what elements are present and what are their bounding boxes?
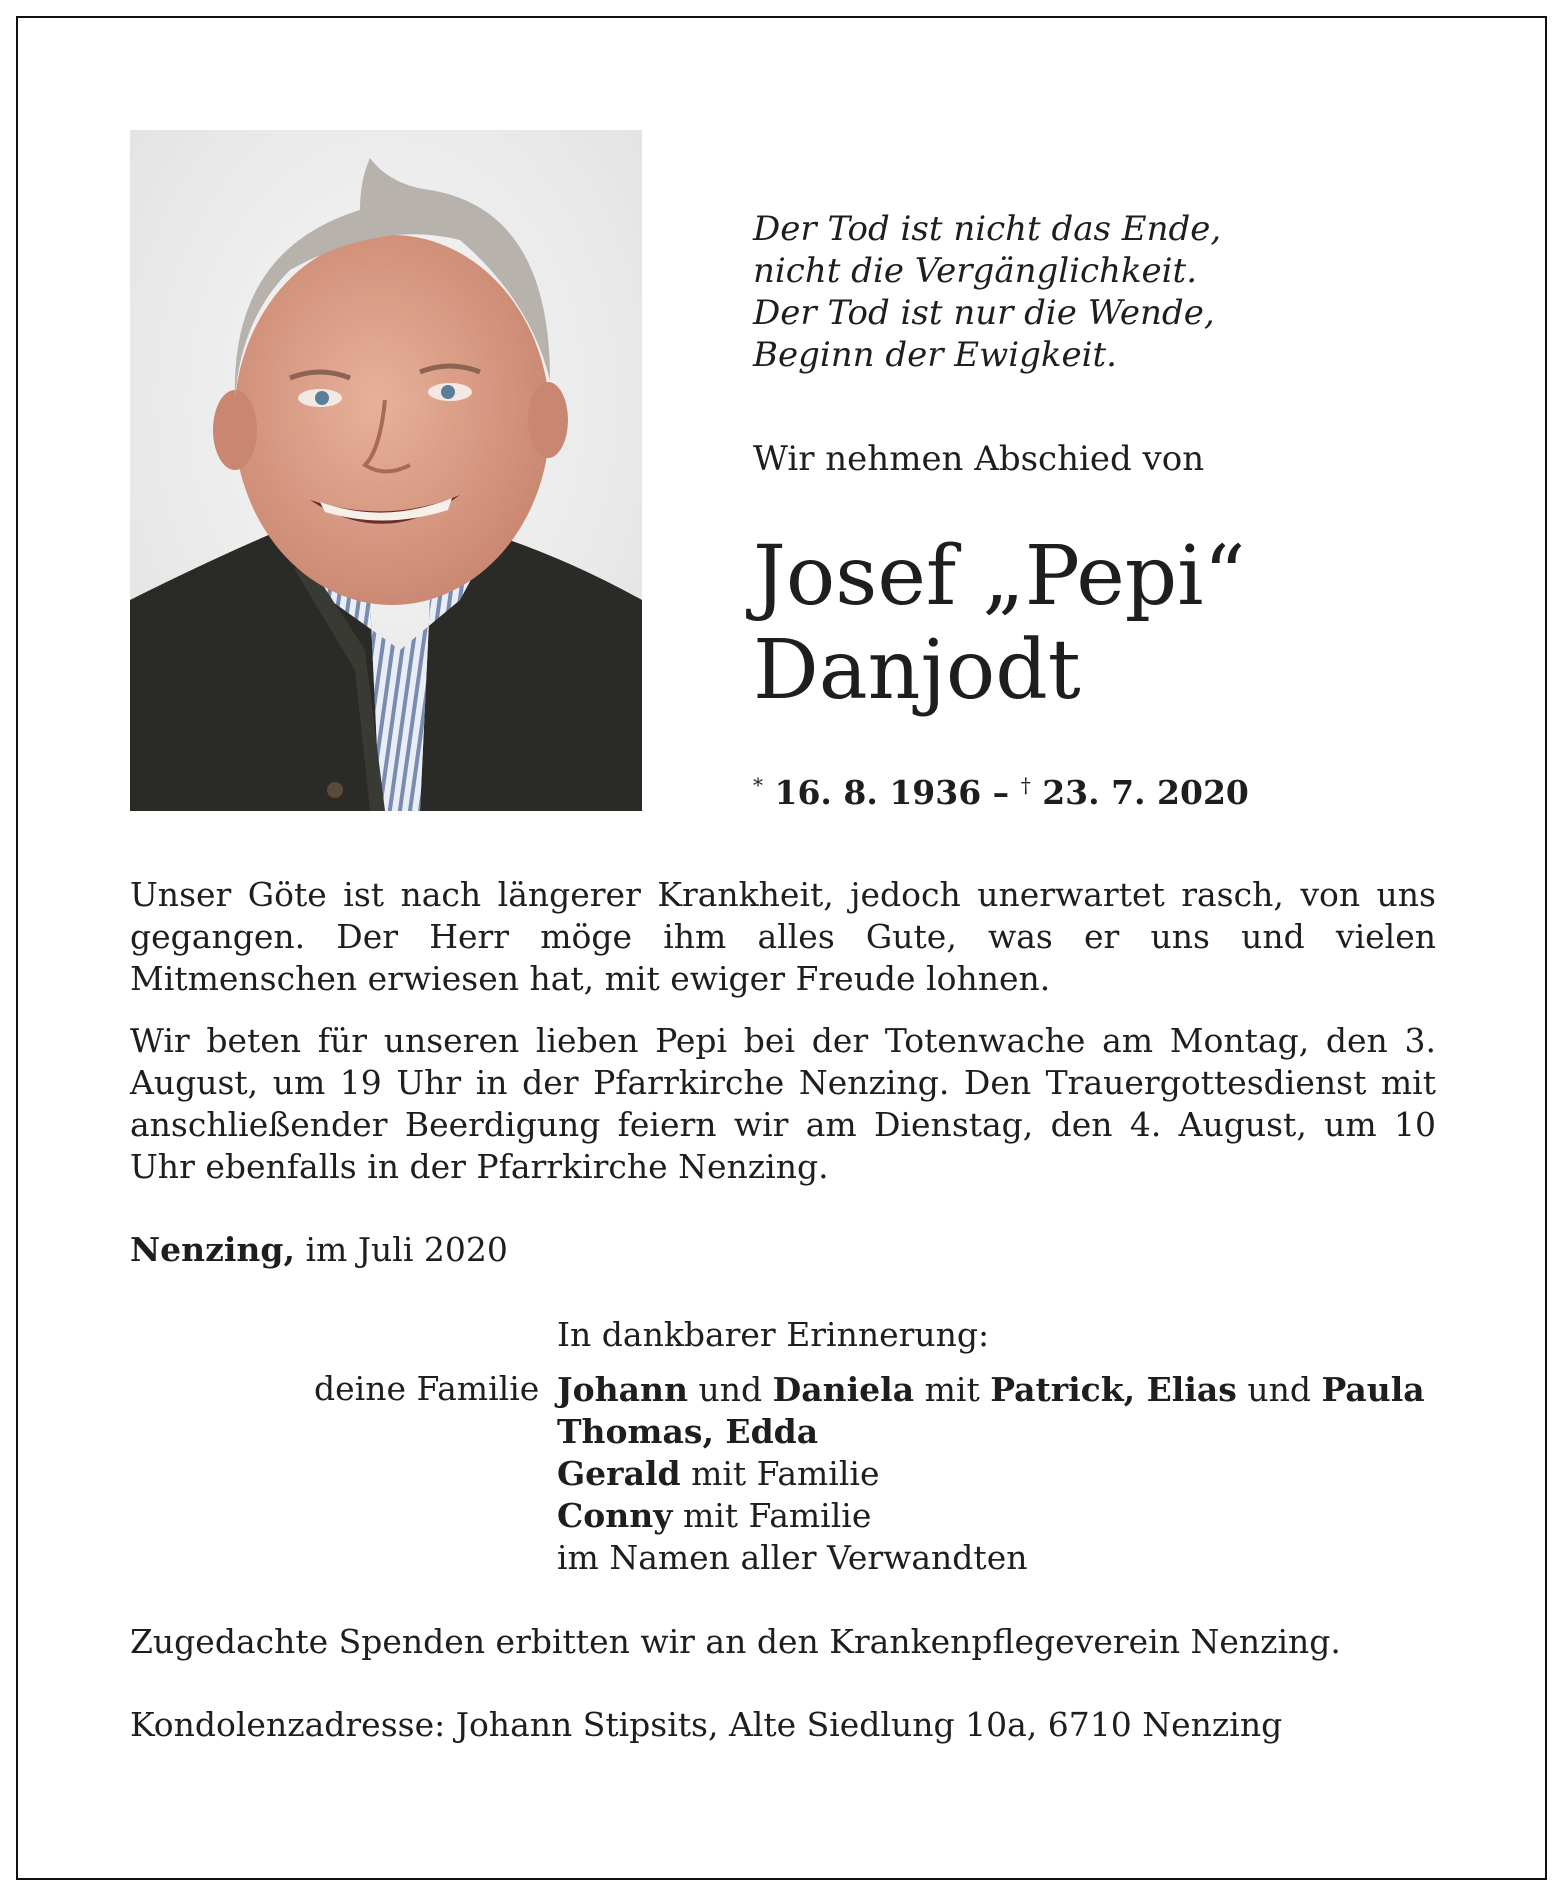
family-member: Patrick, Elias	[990, 1370, 1237, 1409]
farewell-intro: Wir nehmen Abschied von	[753, 439, 1205, 479]
family-conjunction: mit	[924, 1370, 980, 1409]
memorial-poem	[753, 208, 1221, 376]
poem-line: nicht die Vergänglichkeit.	[753, 251, 1198, 291]
family-member: Gerald	[557, 1454, 681, 1493]
place-and-date	[130, 1230, 508, 1269]
family-line	[557, 1495, 1425, 1537]
family-line	[557, 1369, 1425, 1411]
deceased-name	[753, 530, 1245, 718]
death-symbol: †	[1020, 773, 1031, 797]
birth-date: 16. 8. 1936 –	[774, 773, 1010, 812]
family-suffix: mit Familie	[682, 1496, 872, 1535]
service-paragraph: Wir beten für unseren lieben Pepi bei der Totenwache am Montag, den 3. August, um 19 Uhr in der Pfarrkirche Nenzing. Den Trauergottesdienst mit anschließender Beerdigung feiern wir am Dienstag, den 4. August, um 10 Uhr ebenfalls in der Pfarrkirche Nenzing.	[130, 1021, 1436, 1186]
announcement-paragraph: Unser Göte ist nach längerer Krankheit, jedoch unerwartet rasch, von uns gegangen. Der Herr möge ihm alles Gute, was er uns und vielen Mitmenschen erwiesen hat, mit ewiger Freude lohnen.	[130, 875, 1436, 998]
death-date: 23. 7. 2020	[1042, 773, 1249, 812]
condolence-address: Kondolenzadresse: Johann Stipsits, Alte Siedlung 10a, 6710 Nenzing	[130, 1705, 1283, 1744]
family-conjunction: und	[1247, 1370, 1311, 1409]
family-line	[557, 1411, 1425, 1453]
family-member: Johann	[557, 1370, 688, 1409]
family-list	[557, 1369, 1425, 1579]
portrait-photo	[130, 130, 642, 811]
life-dates	[753, 773, 1249, 812]
family-line	[557, 1453, 1425, 1495]
poem-line: Der Tod ist nicht das Ende,	[753, 209, 1222, 249]
family-label: deine Familie	[314, 1369, 540, 1408]
birth-symbol: *	[753, 773, 763, 797]
donation-note: Zugedachte Spenden erbitten wir an den Krankenpflegeverein Nenzing.	[130, 1622, 1341, 1661]
family-member: Paula	[1321, 1370, 1425, 1409]
deceased-name-line1: Josef „Pepi“	[753, 529, 1246, 624]
family-member: Thomas, Edda	[557, 1412, 819, 1451]
poem-line: Der Tod ist nur die Wende,	[753, 293, 1215, 333]
family-member: Conny	[557, 1496, 673, 1535]
poem-line: Beginn der Ewigkeit.	[753, 335, 1117, 375]
remembrance-heading: In dankbarer Erinnerung:	[557, 1315, 990, 1354]
deceased-name-line2: Danjodt	[753, 623, 1081, 718]
place: Nenzing,	[130, 1230, 295, 1269]
family-member: Daniela	[772, 1370, 915, 1409]
family-line: im Namen aller Verwandten	[557, 1538, 1028, 1577]
family-suffix: mit Familie	[691, 1454, 880, 1493]
date: im Juli 2020	[305, 1230, 508, 1269]
family-conjunction: und	[698, 1370, 763, 1409]
